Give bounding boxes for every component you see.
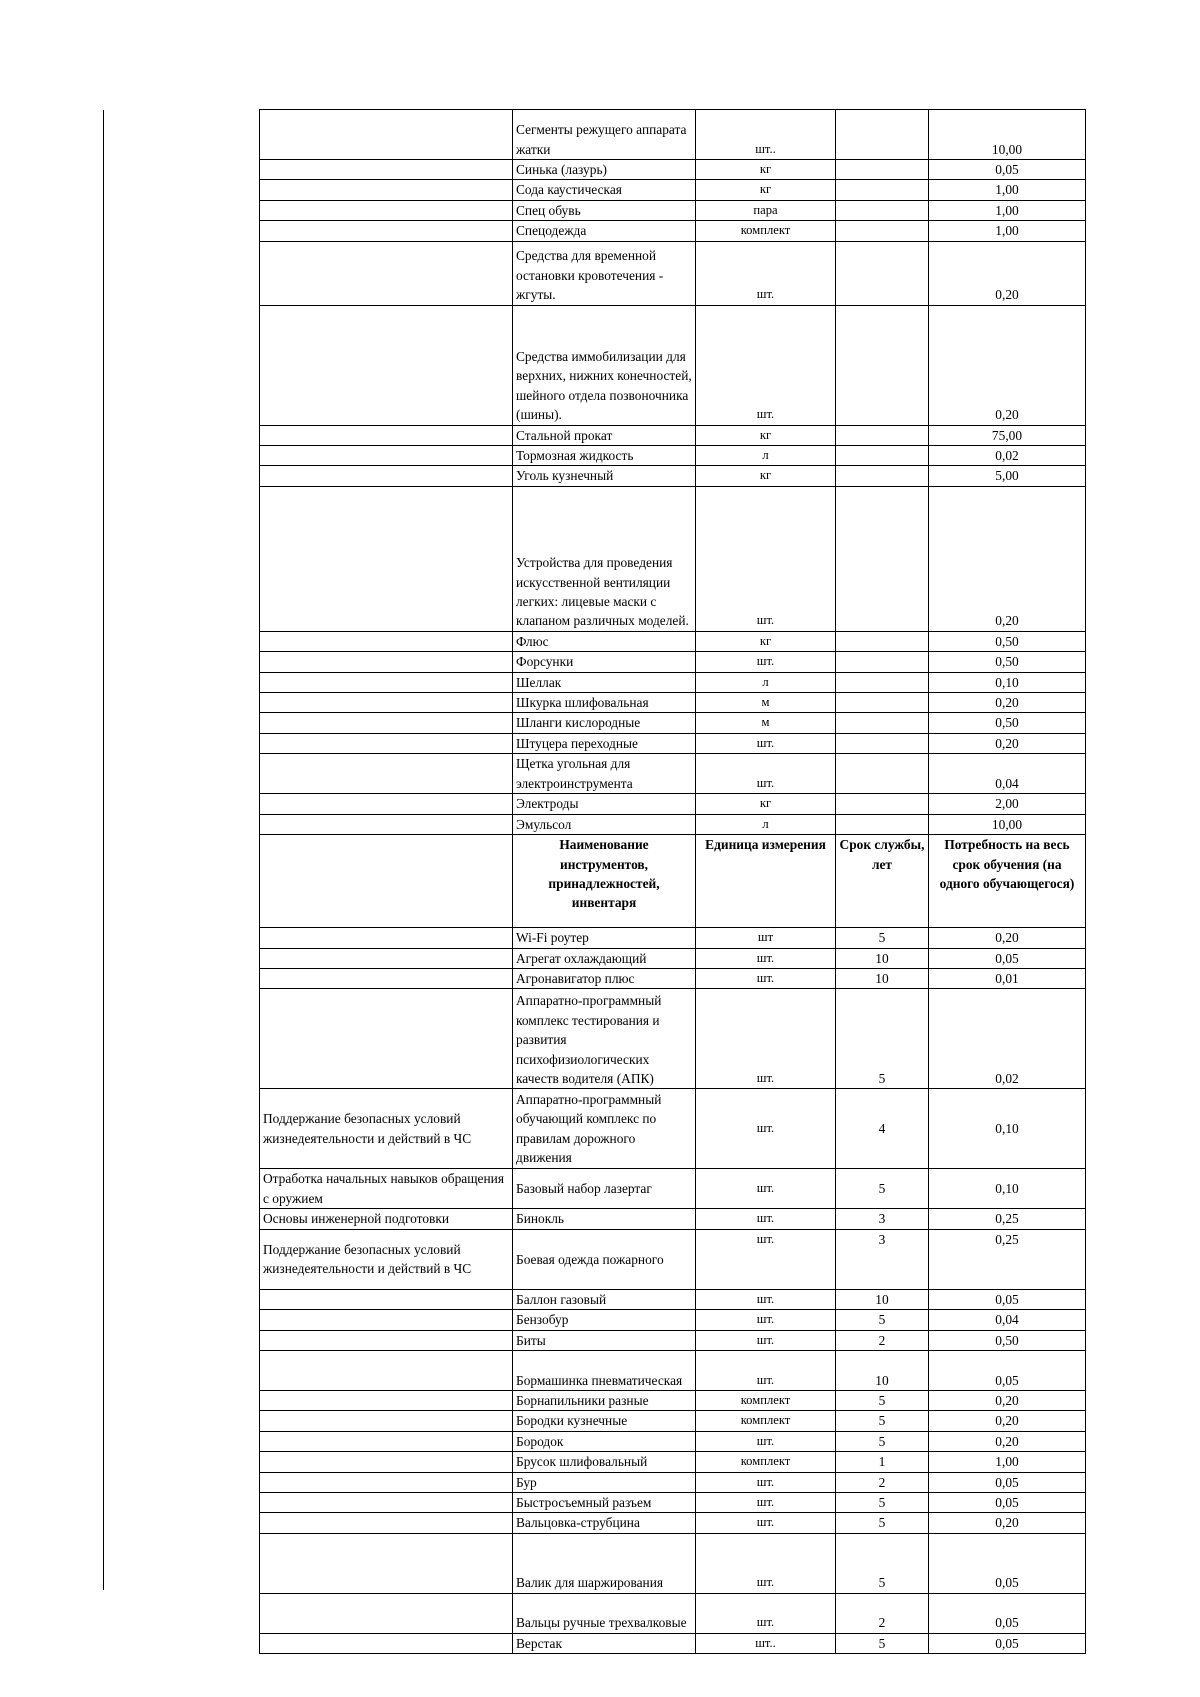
section-cell	[260, 1492, 513, 1512]
section-cell	[260, 160, 513, 180]
service-life-cell: 5	[836, 1390, 929, 1410]
table-row	[260, 928, 1086, 948]
service-life-cell: 5	[836, 1169, 929, 1209]
service-life-cell	[836, 672, 929, 692]
quantity-cell: 0,05	[929, 948, 1086, 968]
unit-cell: шт.	[696, 733, 836, 753]
item-name: Бур	[513, 1472, 696, 1492]
table-row	[260, 1472, 1086, 1492]
item-name: Бородок	[513, 1431, 696, 1451]
service-life-cell: 10	[836, 1350, 929, 1390]
section-cell	[260, 672, 513, 692]
item-name: Агрегат охлаждающий	[513, 948, 696, 968]
section-cell	[260, 305, 513, 425]
table-row	[260, 754, 1086, 794]
service-life-cell	[836, 794, 929, 814]
service-life-cell: 10	[836, 948, 929, 968]
quantity-cell: 1,00	[929, 180, 1086, 200]
quantity-cell: 0,20	[929, 241, 1086, 305]
unit-cell: шт..	[696, 110, 836, 160]
table-row	[260, 1513, 1086, 1533]
unit-cell: шт.	[696, 652, 836, 672]
header-name: Наименование инструментов, принадлежностей, инвентаря	[513, 835, 696, 928]
table-row	[260, 713, 1086, 733]
service-life-cell: 1	[836, 1452, 929, 1472]
item-name: Шкурка шлифовальная	[513, 693, 696, 713]
unit-cell: кг	[696, 631, 836, 651]
table-row	[260, 200, 1086, 220]
item-name: Сегменты режущего аппарата жатки	[513, 110, 696, 160]
service-life-cell	[836, 466, 929, 486]
unit-cell: шт.	[696, 241, 836, 305]
section-cell	[260, 1411, 513, 1431]
table-row	[260, 1089, 1086, 1169]
section-cell: Основы инженерной подготовки	[260, 1209, 513, 1229]
quantity-cell: 0,10	[929, 1089, 1086, 1169]
item-name: Агронавигатор плюс	[513, 968, 696, 988]
unit-cell: л	[696, 446, 836, 466]
section-cell	[260, 693, 513, 713]
unit-cell: шт.	[696, 968, 836, 988]
table-row	[260, 1452, 1086, 1472]
quantity-cell: 75,00	[929, 425, 1086, 445]
service-life-cell: 5	[836, 1513, 929, 1533]
item-name: Биты	[513, 1330, 696, 1350]
section-cell	[260, 110, 513, 160]
service-life-cell: 3	[836, 1229, 929, 1289]
quantity-cell: 0,25	[929, 1209, 1086, 1229]
table-row	[260, 425, 1086, 445]
quantity-cell: 0,20	[929, 1390, 1086, 1410]
unit-cell: шт.	[696, 1310, 836, 1330]
unit-cell: шт.	[696, 1513, 836, 1533]
service-life-cell	[836, 693, 929, 713]
section-cell	[260, 1452, 513, 1472]
item-name: Вальцовка-струбцина	[513, 1513, 696, 1533]
service-life-cell	[836, 425, 929, 445]
quantity-cell: 10,00	[929, 814, 1086, 834]
table-row	[260, 1229, 1086, 1289]
service-life-cell	[836, 814, 929, 834]
table-header-row	[260, 835, 1086, 928]
table-row	[260, 968, 1086, 988]
table-row	[260, 672, 1086, 692]
quantity-cell: 0,20	[929, 1411, 1086, 1431]
quantity-cell: 0,01	[929, 968, 1086, 988]
quantity-cell: 1,00	[929, 1452, 1086, 1472]
unit-cell: шт.	[696, 948, 836, 968]
service-life-cell	[836, 446, 929, 466]
margin-line	[103, 110, 104, 1590]
supplies-table	[259, 109, 1086, 1654]
unit-cell: комплект	[696, 1390, 836, 1410]
unit-cell: кг	[696, 425, 836, 445]
service-life-cell: 5	[836, 1431, 929, 1451]
quantity-cell: 10,00	[929, 110, 1086, 160]
table-row	[260, 221, 1086, 241]
section-cell	[260, 1472, 513, 1492]
item-name: Синька (лазурь)	[513, 160, 696, 180]
quantity-cell: 0,02	[929, 989, 1086, 1089]
item-name: Шланги кислородные	[513, 713, 696, 733]
table-row	[260, 1310, 1086, 1330]
unit-cell: комплект	[696, 1411, 836, 1431]
item-name: Тормозная жидкость	[513, 446, 696, 466]
section-cell	[260, 1633, 513, 1653]
quantity-cell: 0,20	[929, 928, 1086, 948]
unit-cell: шт.	[696, 1289, 836, 1309]
item-name: Средства иммобилизации для верхних, нижних конечностей, шейного отдела позвоночника (шины).	[513, 305, 696, 425]
service-life-cell: 5	[836, 1633, 929, 1653]
service-life-cell	[836, 631, 929, 651]
item-name: Сода каустическая	[513, 180, 696, 200]
service-life-cell: 5	[836, 989, 929, 1089]
section-cell	[260, 1310, 513, 1330]
section-cell	[260, 968, 513, 988]
unit-cell: шт.	[696, 1350, 836, 1390]
section-cell	[260, 754, 513, 794]
unit-cell: шт.	[696, 1431, 836, 1451]
header-section-cell	[260, 835, 513, 928]
unit-cell: шт.	[696, 1330, 836, 1350]
section-cell	[260, 1533, 513, 1593]
item-name: Брусок шлифовальный	[513, 1452, 696, 1472]
item-name: Вальцы ручные трехвалковые	[513, 1593, 696, 1633]
quantity-cell: 0,20	[929, 305, 1086, 425]
item-name: Устройства для проведения искусственной вентиляции легких: лицевые маски с клапаном различных моделей.	[513, 486, 696, 631]
quantity-cell: 0,10	[929, 1169, 1086, 1209]
table-row	[260, 305, 1086, 425]
section-cell	[260, 200, 513, 220]
unit-cell: м	[696, 693, 836, 713]
unit-cell: пара	[696, 200, 836, 220]
service-life-cell: 5	[836, 1310, 929, 1330]
table-row	[260, 1492, 1086, 1512]
section-cell	[260, 1593, 513, 1633]
header-unit: Единица измерения	[696, 835, 836, 928]
quantity-cell: 0,05	[929, 160, 1086, 180]
quantity-cell: 0,50	[929, 631, 1086, 651]
unit-cell: кг	[696, 160, 836, 180]
quantity-cell: 0,05	[929, 1472, 1086, 1492]
unit-cell: шт.	[696, 305, 836, 425]
quantity-cell: 0,05	[929, 1350, 1086, 1390]
quantity-cell: 0,50	[929, 1330, 1086, 1350]
quantity-cell: 1,00	[929, 200, 1086, 220]
table-row	[260, 446, 1086, 466]
section-cell	[260, 1431, 513, 1451]
quantity-cell: 0,10	[929, 672, 1086, 692]
service-life-cell	[836, 110, 929, 160]
quantity-cell: 0,20	[929, 486, 1086, 631]
section-cell	[260, 221, 513, 241]
unit-cell: шт.	[696, 1209, 836, 1229]
item-name: Флюс	[513, 631, 696, 651]
section-cell	[260, 989, 513, 1089]
quantity-cell: 0,02	[929, 446, 1086, 466]
service-life-cell	[836, 754, 929, 794]
service-life-cell	[836, 713, 929, 733]
section-cell	[260, 425, 513, 445]
table-row	[260, 1330, 1086, 1350]
service-life-cell: 2	[836, 1593, 929, 1633]
item-name: Быстросъемный разъем	[513, 1492, 696, 1512]
table-row	[260, 1390, 1086, 1410]
service-life-cell	[836, 180, 929, 200]
unit-cell: кг	[696, 180, 836, 200]
unit-cell: шт.	[696, 989, 836, 1089]
item-name: Шеллак	[513, 672, 696, 692]
item-name: Форсунки	[513, 652, 696, 672]
table-row	[260, 733, 1086, 753]
unit-cell: шт.	[696, 1089, 836, 1169]
unit-cell: кг	[696, 466, 836, 486]
quantity-cell: 0,50	[929, 713, 1086, 733]
quantity-cell: 0,20	[929, 733, 1086, 753]
quantity-cell: 0,05	[929, 1593, 1086, 1633]
quantity-cell: 0,20	[929, 1513, 1086, 1533]
table-row	[260, 1533, 1086, 1593]
table-row	[260, 1593, 1086, 1633]
item-name: Электроды	[513, 794, 696, 814]
unit-cell: л	[696, 814, 836, 834]
item-name: Средства для временной остановки кровотечения - жгуты.	[513, 241, 696, 305]
service-life-cell	[836, 241, 929, 305]
section-cell	[260, 948, 513, 968]
table-row	[260, 1633, 1086, 1653]
section-cell	[260, 713, 513, 733]
item-name: Спецодежда	[513, 221, 696, 241]
service-life-cell: 10	[836, 968, 929, 988]
unit-cell: шт.	[696, 486, 836, 631]
table-row	[260, 693, 1086, 713]
unit-cell: л	[696, 672, 836, 692]
table-row	[260, 794, 1086, 814]
section-cell	[260, 733, 513, 753]
quantity-cell: 5,00	[929, 466, 1086, 486]
item-name: Верстак	[513, 1633, 696, 1653]
unit-cell: шт..	[696, 1633, 836, 1653]
table-row	[260, 814, 1086, 834]
section-cell	[260, 928, 513, 948]
item-name: Бензобур	[513, 1310, 696, 1330]
table-row	[260, 1431, 1086, 1451]
table-row	[260, 466, 1086, 486]
service-life-cell	[836, 486, 929, 631]
item-name: Аппаратно-программный комплекс тестирования и развития психофизиологических качеств водителя (АПК)	[513, 989, 696, 1089]
section-cell	[260, 486, 513, 631]
table-row	[260, 1350, 1086, 1390]
quantity-cell: 0,25	[929, 1229, 1086, 1289]
section-cell	[260, 652, 513, 672]
service-life-cell: 10	[836, 1289, 929, 1309]
section-cell	[260, 446, 513, 466]
table-row	[260, 160, 1086, 180]
item-name: Бормашинка пневматическая	[513, 1350, 696, 1390]
unit-cell: шт.	[696, 1472, 836, 1492]
section-cell	[260, 1350, 513, 1390]
service-life-cell: 5	[836, 1492, 929, 1512]
service-life-cell	[836, 733, 929, 753]
item-name: Бинокль	[513, 1209, 696, 1229]
quantity-cell: 0,20	[929, 1431, 1086, 1451]
unit-cell: комплект	[696, 221, 836, 241]
quantity-cell: 0,05	[929, 1492, 1086, 1512]
quantity-cell: 0,50	[929, 652, 1086, 672]
unit-cell: м	[696, 713, 836, 733]
unit-cell: шт.	[696, 1229, 836, 1289]
section-cell	[260, 241, 513, 305]
section-cell	[260, 1330, 513, 1350]
unit-cell: кг	[696, 794, 836, 814]
service-life-cell: 2	[836, 1472, 929, 1492]
service-life-cell	[836, 652, 929, 672]
table-row	[260, 631, 1086, 651]
unit-cell: шт.	[696, 1492, 836, 1512]
table-row	[260, 486, 1086, 631]
service-life-cell: 5	[836, 1533, 929, 1593]
table-row	[260, 1169, 1086, 1209]
unit-cell: шт.	[696, 1533, 836, 1593]
section-cell	[260, 814, 513, 834]
unit-cell: шт.	[696, 754, 836, 794]
quantity-cell: 0,05	[929, 1533, 1086, 1593]
item-name: Аппаратно-программный обучающий комплекс по правилам дорожного движения	[513, 1089, 696, 1169]
unit-cell: шт.	[696, 1593, 836, 1633]
table-row	[260, 1411, 1086, 1431]
section-cell: Поддержание безопасных условий жизнедеятельности и действий в ЧС	[260, 1229, 513, 1289]
section-cell: Отработка начальных навыков обращения с оружием	[260, 1169, 513, 1209]
quantity-cell: 0,05	[929, 1633, 1086, 1653]
unit-cell: шт	[696, 928, 836, 948]
section-cell	[260, 794, 513, 814]
table-row	[260, 948, 1086, 968]
item-name: Стальной прокат	[513, 425, 696, 445]
service-life-cell	[836, 200, 929, 220]
service-life-cell	[836, 305, 929, 425]
item-name: Базовый набор лазертаг	[513, 1169, 696, 1209]
service-life-cell	[836, 160, 929, 180]
quantity-cell: 0,04	[929, 754, 1086, 794]
quantity-cell: 0,04	[929, 1310, 1086, 1330]
service-life-cell: 2	[836, 1330, 929, 1350]
item-name: Спец обувь	[513, 200, 696, 220]
item-name: Щетка угольная для электроинструмента	[513, 754, 696, 794]
section-cell	[260, 1390, 513, 1410]
quantity-cell: 0,20	[929, 693, 1086, 713]
item-name: Уголь кузнечный	[513, 466, 696, 486]
unit-cell: шт.	[696, 1169, 836, 1209]
item-name: Wi-Fi роутер	[513, 928, 696, 948]
service-life-cell: 4	[836, 1089, 929, 1169]
table-row	[260, 241, 1086, 305]
quantity-cell: 2,00	[929, 794, 1086, 814]
table-row	[260, 180, 1086, 200]
header-life: Срок службы, лет	[836, 835, 929, 928]
service-life-cell: 3	[836, 1209, 929, 1229]
item-name: Валик для шаржирования	[513, 1533, 696, 1593]
section-cell: Поддержание безопасных условий жизнедеятельности и действий в ЧС	[260, 1089, 513, 1169]
service-life-cell	[836, 221, 929, 241]
item-name: Борнапильники разные	[513, 1390, 696, 1410]
quantity-cell: 1,00	[929, 221, 1086, 241]
section-cell	[260, 180, 513, 200]
table-row	[260, 1289, 1086, 1309]
service-life-cell: 5	[836, 1411, 929, 1431]
header-qty: Потребность на весь срок обучения (на одного обучающегося)	[929, 835, 1086, 928]
section-cell	[260, 466, 513, 486]
service-life-cell: 5	[836, 928, 929, 948]
table-row	[260, 652, 1086, 672]
item-name: Баллон газовый	[513, 1289, 696, 1309]
table-row	[260, 110, 1086, 160]
table-row	[260, 1209, 1086, 1229]
item-name: Эмульсол	[513, 814, 696, 834]
section-cell	[260, 1289, 513, 1309]
item-name: Боевая одежда пожарного	[513, 1229, 696, 1289]
section-cell	[260, 1513, 513, 1533]
section-cell	[260, 631, 513, 651]
unit-cell: комплект	[696, 1452, 836, 1472]
item-name: Бородки кузнечные	[513, 1411, 696, 1431]
item-name: Штуцера переходные	[513, 733, 696, 753]
quantity-cell: 0,05	[929, 1289, 1086, 1309]
table-row	[260, 989, 1086, 1089]
